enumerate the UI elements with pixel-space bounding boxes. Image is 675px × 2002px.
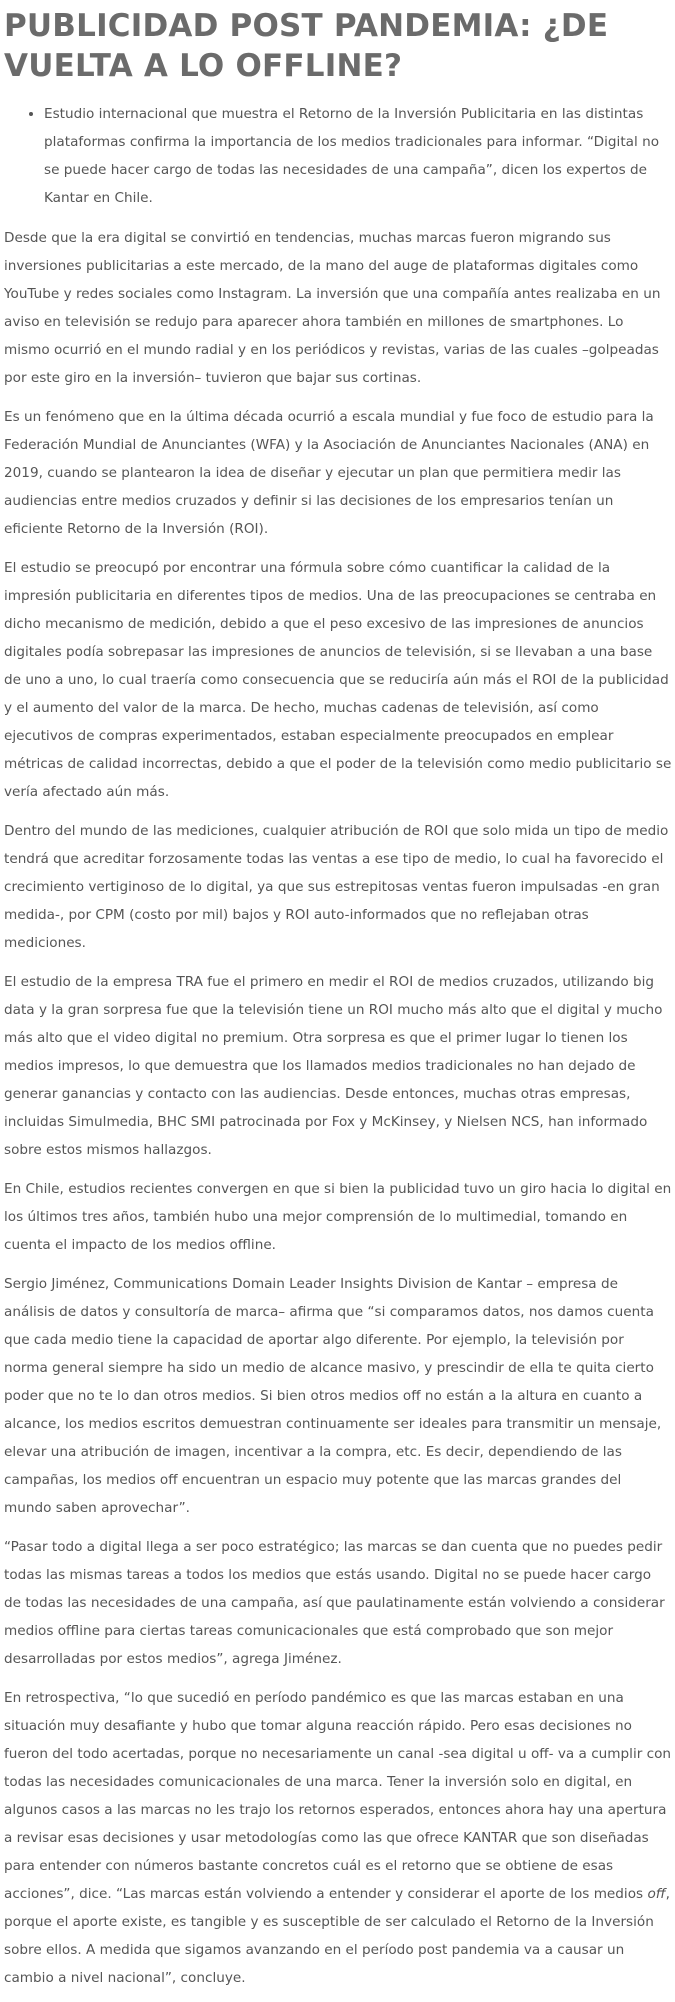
closing-text-part1: En retrospectiva, “lo que sucedió en período pandémico es que las marcas estaban en una situación muy desafiante y hubo que tomar alguna reacción rápido. Pero esas decisiones no fueron del todo acertadas, porque no necesariamente un canal -sea digital u off- va a cumplir con todas las necesidades comunicacionales de una marca. Tener la inversión solo en digital, en algunos casos a las marcas no les trajo los retornos esperados, entonces ahora hay una apertura a revisar esas decisiones y usar metodologías como las que ofrece KANTAR que son diseñadas para entender con números bastante concretos cuál es el retorno que se obtiene de esas acciones”, dice. “Las marcas están volviendo a entender y considerar el aporte de los medios [4,1690,672,1902]
article-title: PUBLICIDAD POST PANDEMIA: ¿DE VUELTA A LO OFFLINE? [4,8,609,84]
paragraph: El estudio de la empresa TRA fue el primero en medir el ROI de medios cruzados, utilizando big data y la gran sorpresa fue que la televisión tiene un ROI mucho más alto que el digital y mucho más alto que el video digital no premium. Otra sorpresa es que el primer lugar lo tienen los medios impresos, lo que demuestra que los llamados medios tradicionales no han dejado de generar ganancias y contacto con las audiencias. Desde entonces, muchas otras empresas, incluidas Simulmedia, BHC SMI patrocinada por Fox y McKinsey, y Nielsen NCS, han informado sobre estos mismos hallazgos. [4,974,663,1158]
paragraph: El estudio se preocupó por encontrar una fórmula sobre cómo cuantificar la calidad de la impresión publicitaria en diferentes tipos de medios. Una de las preocupaciones se centraba en dicho mecanismo de medición, debido a que el peso excesivo de las impresiones de anuncios digitales podía sobrepasar las impresiones de anuncios de televisión, si se llevaban a una base de uno a uno, lo cual traería como consecuencia que se reduciría aún más el ROI de la publicidad y el aumento del valor de la marca. De hecho, muchas cadenas de televisión, así como ejecutivos de compras experimentados, estaban especialmente preocupados en emplear métricas de calidad incorrectas, debido a que el poder de la televisión como medio publicitario se vería afectado aún más. [4,560,672,800]
highlight-item: • Estudio internacional que muestra el Retorno de la Inversión Publicitaria en las distintas plataformas confirma la importancia de los medios tradicionales para informar. “Digital no se puede hacer cargo de todas las necesidades de una campaña”, dicen los expertos de Kantar en Chile. [44,100,672,212]
paragraph: “Pasar todo a digital llega a ser poco estratégico; las marcas se dan cuenta que no puedes pedir todas las mismas tareas a todos los medios que estás usando. Digital no se puede hacer cargo de todas las necesidades de una campaña, así que paulatinamente están volviendo a considerar medios offline para ciertas tareas comunicacionales que está comprobado que son mejor desarrolladas por estos medios”, agrega Jiménez. [4,1539,665,1667]
paragraph: Es un fenómeno que en la última década ocurrió a escala mundial y fue foco de estudio para la Federación Mundial de Anunciantes (WFA) y la Asociación de Anunciantes Nacionales (ANA) en 2019, cuando se plantearon la idea de diseñar y ejecutar un plan que permitiera medir las audiencias entre medios cruzados y definir si las decisiones de los empresarios tenían un eficiente Retorno de la Inversión (ROI). [4,409,654,537]
closing-text-part2: , porque el aporte existe, es tangible y es susceptible de ser calculado el Retorno de la Inversión sobre ellos. A medida que sigamos avanzando en el período post pandemia va a causar un cambio a nivel nacional”, concluye. [4,1886,670,1986]
article-highlights [4,100,672,212]
emphasis-off: off [647,1886,666,1902]
paragraph: Sergio Jiménez, Communications Domain Leader Insights Division de Kantar – empresa de análisis de datos y consultoría de marca– afirma que “si comparamos datos, nos damos cuenta que cada medio tiene la capacidad de aportar algo diferente. Por ejemplo, la televisión por norma general siempre ha sido un medio de alcance masivo, y prescindir de ella te quita cierto poder que no te lo dan otros medios. Si bien otros medios off no están a la altura en cuanto a alcance, los medios escritos demuestran continuamente ser ideales para transmitir un mensaje, elevar una atribución de imagen, incentivar a la compra, etc. Es decir, dependiendo de las campañas, los medios off encuentran un espacio muy potente que las marcas grandes del mundo saben aprovechar”. [4,1276,662,1516]
paragraph: Dentro del mundo de las mediciones, cualquier atribución de ROI que solo mida un tipo de medio tendrá que acreditar forzosamente todas las ventas a ese tipo de medio, lo cual ha favorecido el crecimiento vertiginoso de lo digital, ya que sus estrepitosas ventas fueron impulsadas -en gran medida-, por CPM (costo por mil) bajos y ROI auto-informados que no reflejaban otras mediciones. [4,823,669,951]
paragraph: Desde que la era digital se convirtió en tendencias, muchas marcas fueron migrando sus inversiones publicitarias a este mercado, de la mano del auge de plataformas digitales como YouTube y redes sociales como Instagram. La inversión que una compañía antes realizaba en un aviso en televisión se redujo para aparecer ahora también en millones de smartphones. Lo mismo ocurrió en el mundo radial y en los periódicos y revistas, varias de las cuales –golpeadas por este giro en la inversión– tuvieron que bajar sus cortinas. [4,230,661,386]
closing-paragraph [4,1684,672,1992]
article-body [4,224,672,1992]
paragraph: En Chile, estudios recientes convergen en que si bien la publicidad tuvo un giro hacia lo digital en los últimos tres años, también hubo una mejor comprensión de lo multimedial, tomando en cuenta el impacto de los medios offline. [4,1181,672,1253]
